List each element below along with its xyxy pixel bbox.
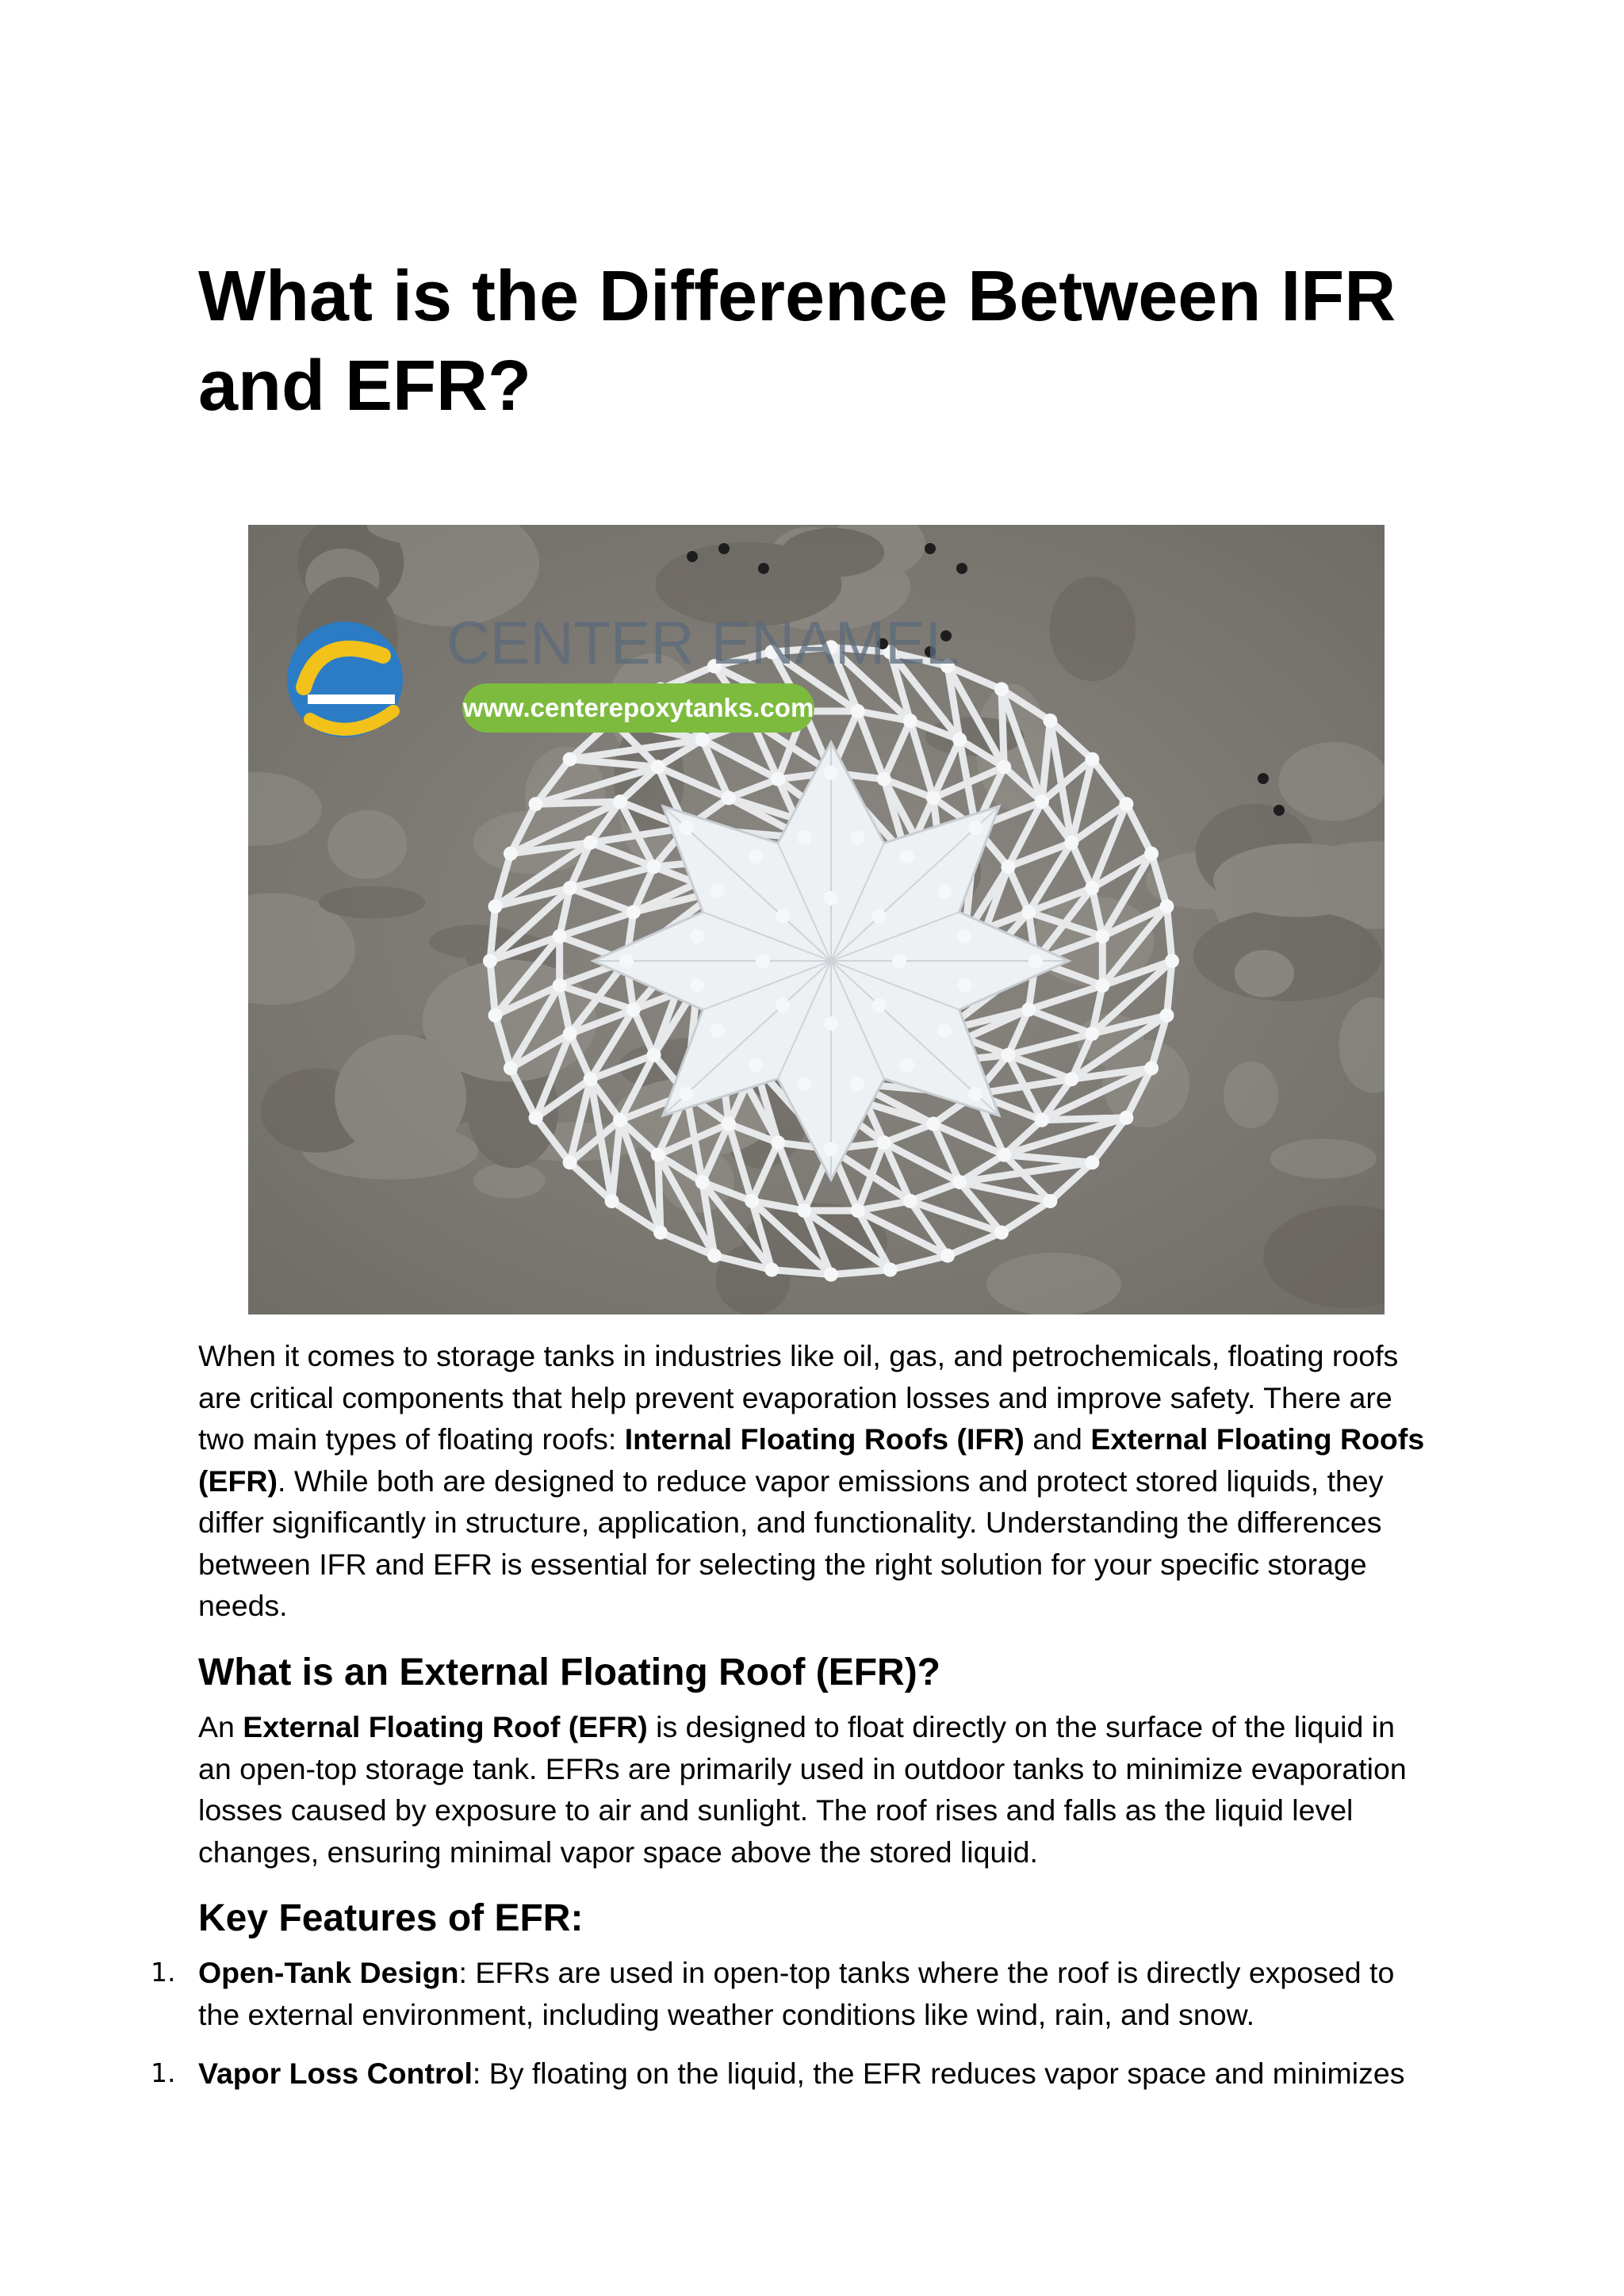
- list-item: [151, 2053, 1451, 2100]
- hero-image: [248, 525, 1385, 1314]
- page-title: What is the Difference Between IFR and EFR?: [198, 257, 1396, 426]
- list-number: 1.: [151, 2057, 176, 2088]
- list-number: 1.: [151, 1957, 176, 1988]
- list-term: Open-Tank Design: [198, 1956, 459, 1989]
- brand-text: CENTER ENAMEL: [446, 610, 959, 677]
- brand-logo: [287, 622, 403, 737]
- url-badge: [462, 683, 814, 733]
- list-text: : EFRs are used in open-top tanks where the roof is directly exposed to the external environment, including weather conditions like wind, rain, and snow.: [198, 1956, 1395, 2031]
- geodesic-dome-photo: [248, 525, 1385, 1314]
- efr-paragraph: An External Floating Roof (EFR) is designed to float directly on the surface of the liquid in an open-top storage tank. EFRs are primarily used in outdoor tanks to minimize evaporation losses caused by exposure to air and sunlight. The roof rises and falls as the liquid level changes, ensuring minimal vapor space above the stored liquid.: [198, 1710, 1407, 1869]
- list-term: Vapor Loss Control: [198, 2057, 473, 2090]
- list-text: : By floating on the liquid, the EFR reduces vapor space and minimizes: [472, 2057, 1405, 2090]
- section-heading-features: Key Features of EFR:: [198, 1897, 584, 1939]
- section-heading-efr: What is an External Floating Roof (EFR)?: [198, 1651, 940, 1693]
- intro-paragraph: When it comes to storage tanks in industries like oil, gas, and petrochemicals, floating roofs are critical components that help prevent evaporation losses and improve safety. There are two main types of floating roofs: Internal Floating Roofs (IFR) and External Floating Roofs (EFR). While both are designed to reduce vapor emissions and protect stored liquids, they differ significantly in structure, application, and functionality. Understanding the differences between IFR and EFR is essential for selecting the right solution for your specific storage needs.: [198, 1339, 1425, 1622]
- list-item: [151, 1952, 1451, 2039]
- url-badge-text: www.centerepoxytanks.com: [462, 693, 814, 722]
